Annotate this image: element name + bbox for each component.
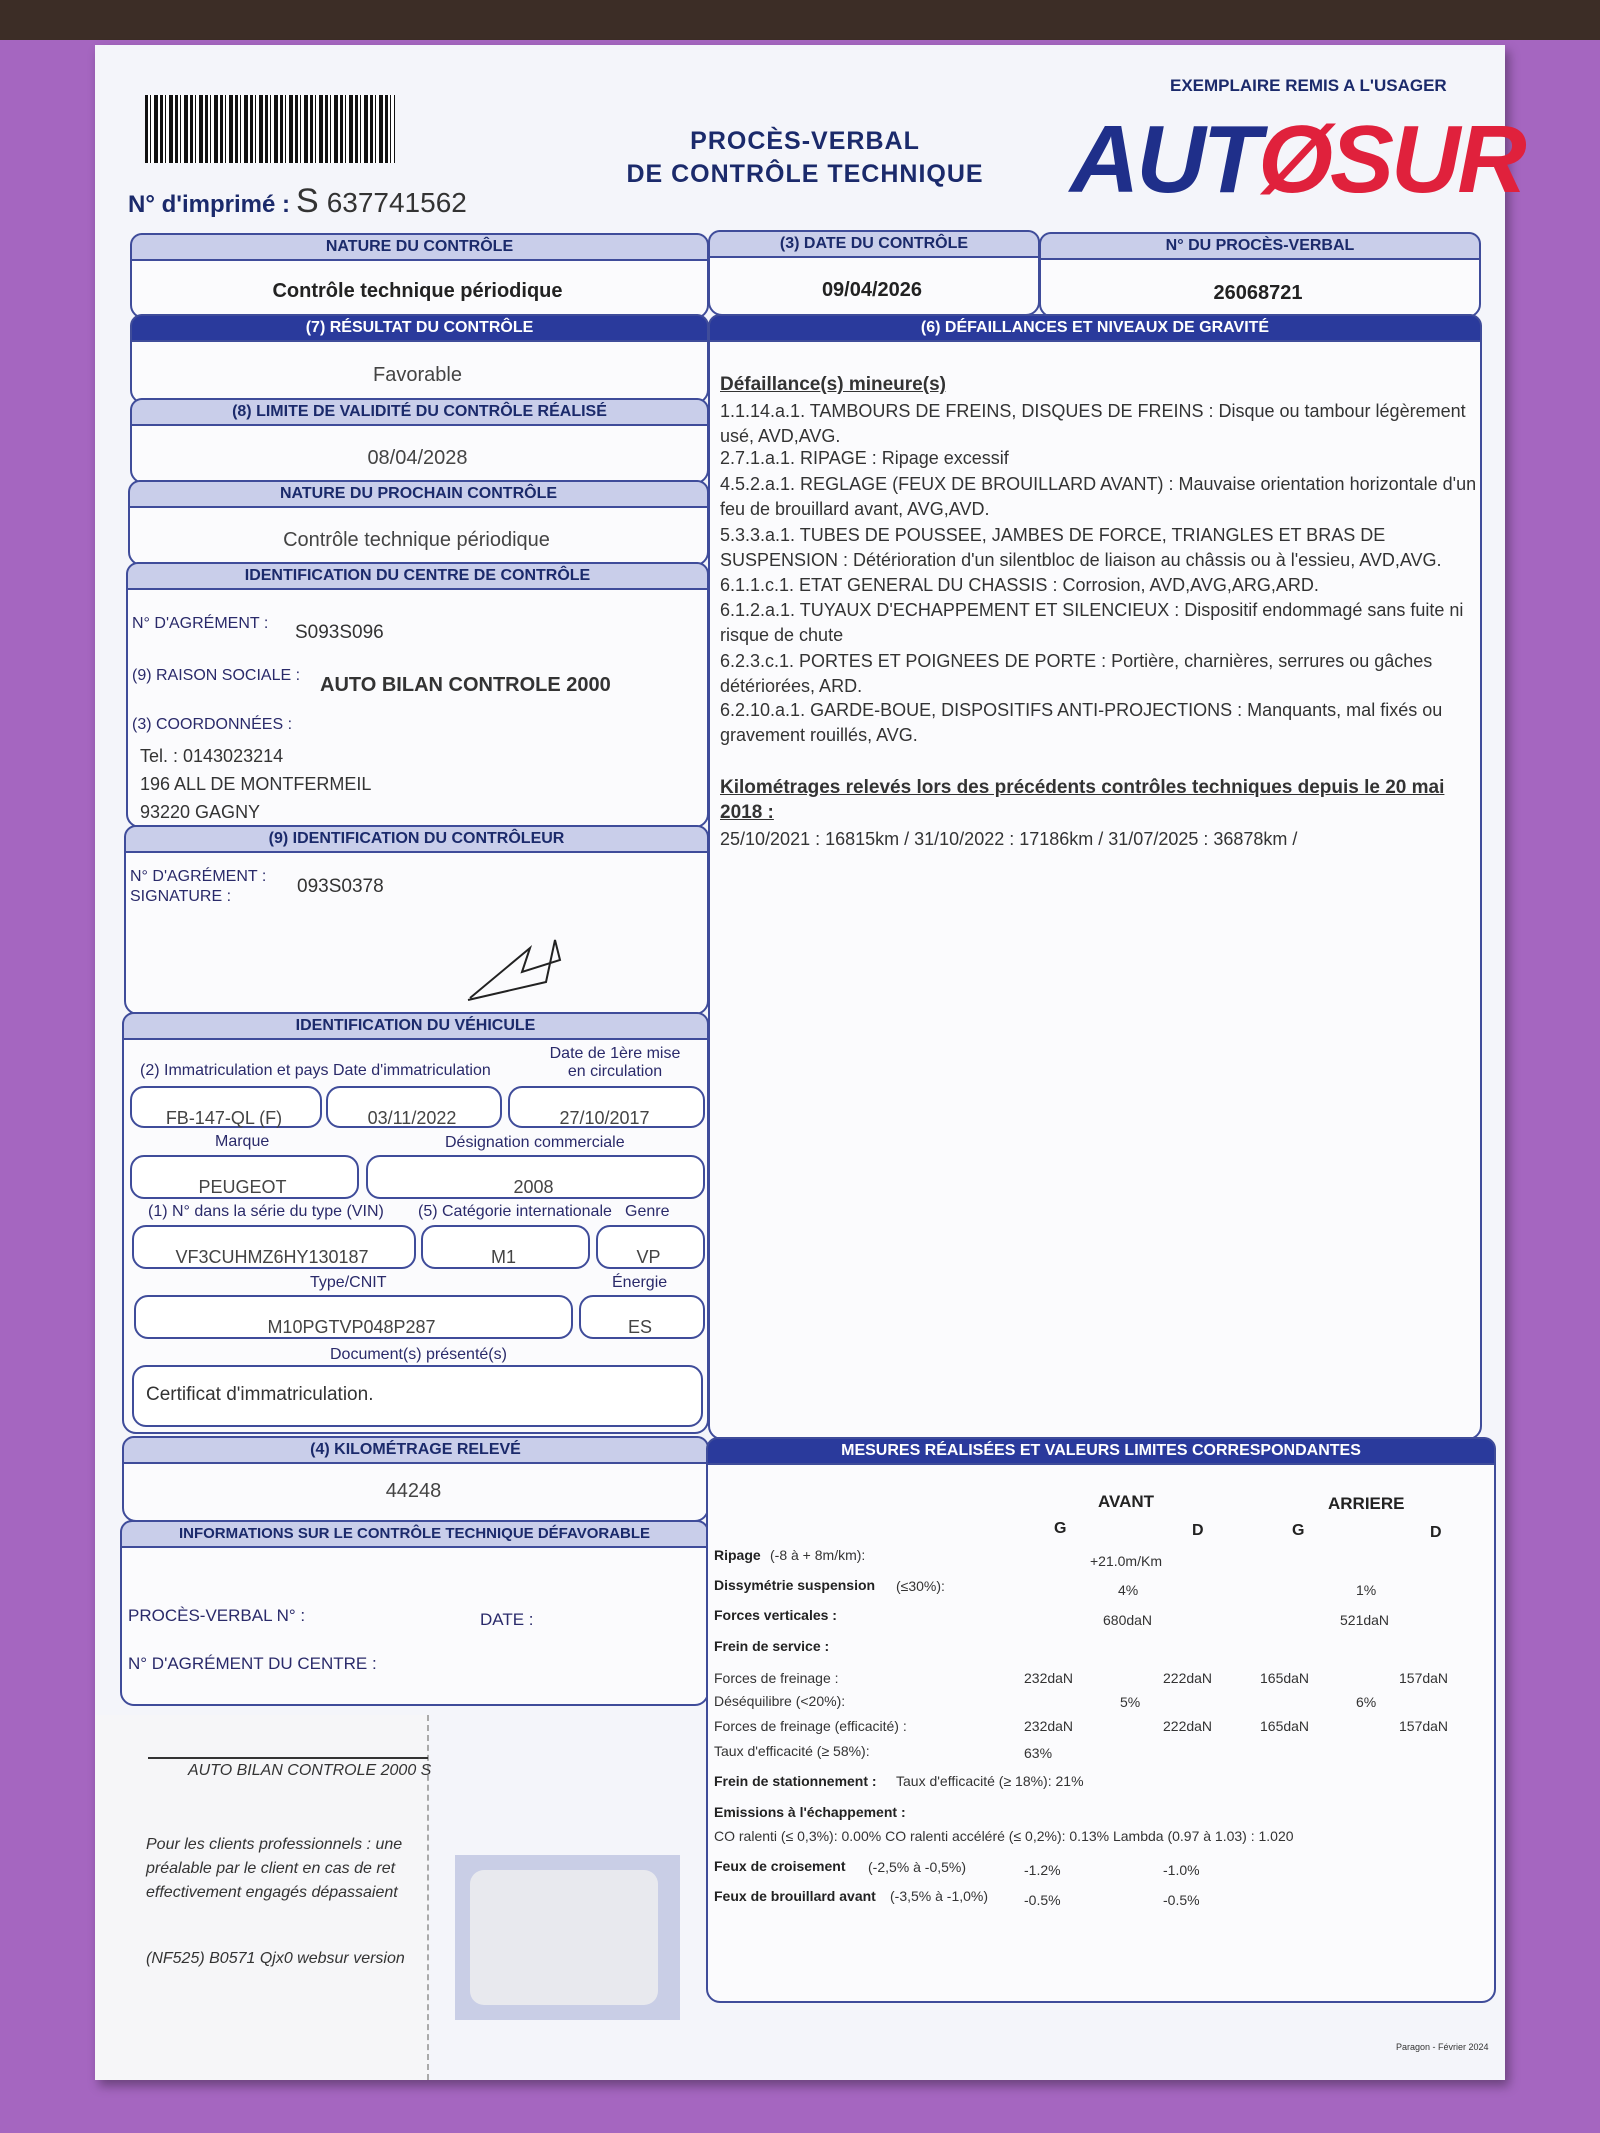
defaillances-header: (6) DÉFAILLANCES ET NIVEAUX DE GRAVITÉ [708,314,1482,342]
forces-freinage-ard: 157daN [1399,1670,1449,1686]
defaillance-line-2: 2.7.1.a.1. RIPAGE : Ripage excessif [720,448,1009,468]
defaillance-line-4: 5.3.3.a.1. TUBES DE POUSSEE, JAMBES DE FORCE, TRIANGLES ET BRAS DE SUSPENSION : Détérioration d'un silentbloc de liaison au châssis ou à l'essieu, AVD,AVG. [720,525,1442,570]
footer-note: Paragon - Février 2024 [1396,2042,1489,2052]
vin-value: VF3CUHMZ6HY130187 [175,1247,369,1267]
vehicule-header: IDENTIFICATION DU VÉHICULE [122,1012,709,1040]
arriere-d: D [1430,1524,1442,1541]
controleur-agrement-label: N° D'AGRÉMENT : [130,868,267,885]
forces-freinage-arg: 165daN [1260,1670,1310,1686]
dissym-label: Dissymétrie suspension [714,1577,876,1593]
km-history: 25/10/2021 : 16815km / 31/10/2022 : 17186km / 31/07/2025 : 36878km / [720,829,1298,849]
centre-adresse-1: 196 ALL DE MONTFERMEIL [140,774,372,794]
stub-pro-line-1: Pour les clients professionnels : une [146,1836,403,1853]
sticker-window [470,1870,658,2005]
logo-aut: AUT [1070,106,1259,213]
dissym-ar: 1% [1356,1582,1377,1598]
barcode [145,95,395,163]
limite-header: (8) LIMITE DE VALIDITÉ DU CONTRÔLE RÉALISÉ [130,398,709,426]
nature-header: NATURE DU CONTRÔLE [130,233,709,261]
deseq-label: Déséquilibre (<20%): [714,1693,846,1709]
frein-service-label: Frein de service : [714,1638,830,1654]
brouillard-label: Feux de brouillard avant [714,1888,876,1904]
documents-value: Certificat d'immatriculation. [146,1384,374,1405]
avant-d: D [1192,1522,1204,1539]
date-immat-value: 03/11/2022 [367,1108,457,1128]
centre-agrement-label: N° D'AGRÉMENT : [132,615,269,632]
emissions-label: Emissions à l'échappement : [714,1804,906,1820]
documents-label: Document(s) présenté(s) [330,1346,507,1363]
arriere-g: G [1292,1522,1305,1539]
arriere-label: ARRIERE [1328,1494,1405,1513]
defaillance-line-3: 4.5.2.a.1. REGLAGE (FEUX DE BROUILLARD AVANT) : Mauvaise orientation horizontale d'un feu de brouillard avant, AVG,AVD. [720,474,1477,519]
raison-label: (9) RAISON SOCIALE : [132,667,301,684]
date-immat-label: Date d'immatriculation [333,1062,491,1079]
title-line-2: DE CONTRÔLE TECHNIQUE [626,160,984,188]
centre-tel: Tel. : 0143023214 [140,746,284,766]
imprime-letter: S [296,182,319,220]
prochain-value: Contrôle technique périodique [283,529,550,551]
croisement-g: -1.2% [1024,1862,1061,1878]
immat-value: FB-147-QL (F) [165,1108,283,1128]
croisement-d: -1.0% [1163,1862,1200,1878]
controleur-agrement: 093S0378 [297,876,384,897]
forces-eff-label: Forces de freinage (efficacité) : [714,1718,907,1734]
centre-agrement: S093S096 [295,622,384,643]
energie-label: Énergie [612,1274,668,1291]
stationnement-label: Frein de stationnement : [714,1773,877,1789]
km-header: (4) KILOMÉTRAGE RELEVÉ [122,1436,709,1464]
categorie-value: M1 [490,1247,516,1267]
autosur-logo [1070,106,1524,213]
nature-value: Contrôle technique périodique [272,280,563,302]
centre-adresse-2: 93220 GAGNY [140,802,261,822]
forces-verticales-av: 680daN [1103,1612,1153,1628]
signature-label: SIGNATURE : [130,888,232,905]
taux-label: Taux d'efficacité (≥ 58%): [714,1743,870,1759]
defavorable-date-label: DATE : [480,1610,534,1629]
defavorable-pv-label: PROCÈS-VERBAL N° : [128,1606,306,1625]
immat-label: (2) Immatriculation et pays [140,1062,329,1079]
energie-value: ES [627,1317,652,1337]
date-value: 09/04/2026 [821,279,923,301]
title-line-1: PROCÈS-VERBAL [690,127,920,155]
designation-label: Désignation commerciale [445,1134,625,1151]
vin-label: (1) N° dans la série du type (VIN) [148,1203,384,1220]
stub-nf: (NF525) B0571 Qjx0 websur version [146,1950,405,1967]
dissym-limit: (≤30%): [896,1578,945,1594]
marque-label: Marque [215,1133,270,1150]
type-label: Type/CNIT [310,1274,387,1291]
controleur-box [124,825,709,1015]
resultat-value: Favorable [373,364,462,386]
brouillard-d: -0.5% [1163,1892,1200,1908]
defaillance-line-8: 6.2.10.a.1. GARDE-BOUE, DISPOSITIFS ANTI-PROJECTIONS : Manquants, mal fixés ou gravement rouillés, AVG. [720,700,1443,745]
date-circ-label-2: en circulation [567,1063,663,1080]
resultat-header: (7) RÉSULTAT DU CONTRÔLE [130,314,709,342]
stub-pro-line-2: préalable par le client en cas de ret [146,1860,396,1877]
raison-value: AUTO BILAN CONTROLE 2000 [320,674,611,696]
designation-value: 2008 [513,1177,554,1197]
date-circ-label [540,1045,690,1081]
date-circ-label-1: Date de 1ère mise [549,1045,681,1062]
ripage-value: +21.0m/Km [1090,1553,1162,1569]
defavorable-agrement-label: N° D'AGRÉMENT DU CENTRE : [128,1654,377,1673]
km-history-title: Kilométrages relevés lors des précédents contrôles techniques depuis le 20 mai 2018 : [720,777,1445,823]
imprime-label: N° d'imprimé : [128,191,290,218]
forces-eff-arg: 165daN [1260,1718,1310,1734]
limite-value: 08/04/2028 [367,447,468,469]
brouillard-limit: (-3,5% à -1,0%) [890,1888,989,1904]
defaillance-line-5: 6.1.1.c.1. ETAT GENERAL DU CHASSIS : Corrosion, AVD,AVG,ARG,ARD. [720,575,1319,595]
forces-eff-ard: 157daN [1399,1718,1449,1734]
controleur-header: (9) IDENTIFICATION DU CONTRÔLEUR [124,825,709,853]
document-title [570,125,1040,191]
emissions-value: CO ralenti (≤ 0,3%): 0.00% CO ralenti accéléré (≤ 0,2%): 0.13% Lambda (0.97 à 1.03) : 1.020 [714,1828,1294,1844]
logo-o: Ø [1258,106,1330,213]
avant-g: G [1054,1520,1067,1537]
stub-centre: AUTO BILAN CONTROLE 2000 S [188,1762,432,1779]
forces-verticales-ar: 521daN [1340,1612,1390,1628]
croisement-limit: (-2,5% à -0,5%) [868,1859,967,1875]
date-header: (3) DATE DU CONTRÔLE [708,230,1040,258]
imprime-value: 637741562 [326,187,467,218]
forces-freinage-avd: 222daN [1163,1670,1213,1686]
brouillard-g: -0.5% [1024,1892,1061,1908]
exemplaire-note: EXEMPLAIRE REMIS A L'USAGER [1170,76,1447,95]
imprime-number [128,182,467,221]
forces-freinage-label: Forces de freinage : [714,1670,839,1686]
stub-rule [148,1757,428,1759]
centre-header: IDENTIFICATION DU CENTRE DE CONTRÔLE [126,562,709,590]
stationnement-value: Taux d'efficacité (≥ 18%): 21% [896,1773,1084,1789]
signature [460,920,580,1005]
table-surface [0,0,1600,40]
mineures-title: Défaillance(s) mineure(s) [720,374,946,395]
pv-header: N° DU PROCÈS-VERBAL [1039,232,1481,260]
croisement-label: Feux de croisement [714,1858,846,1874]
marque-value: PEUGEOT [198,1177,287,1197]
date-circ-value: 27/10/2017 [559,1108,650,1128]
type-value: M10PGTVP048P287 [267,1317,436,1337]
ripage-limit: (-8 à + 8m/km): [770,1547,866,1563]
forces-eff-avg: 232daN [1024,1718,1074,1734]
forces-verticales-label: Forces verticales : [714,1607,837,1623]
dissym-av: 4% [1118,1582,1139,1598]
defavorable-header: INFORMATIONS SUR LE CONTRÔLE TECHNIQUE DÉFAVORABLE [120,1520,709,1548]
stub-pro-line-3: effectivement engagés dépassaient [146,1884,398,1901]
genre-label: Genre [625,1203,670,1220]
genre-value: VP [636,1247,661,1267]
mesures-header: MESURES RÉALISÉES ET VALEURS LIMITES CORRESPONDANTES [706,1437,1496,1465]
prochain-header: NATURE DU PROCHAIN CONTRÔLE [128,480,709,508]
defaillance-line-1: 1.1.14.a.1. TAMBOURS DE FREINS, DISQUES DE FREINS : Disque ou tambour légèrement usé, AVD,AVG. [720,401,1466,446]
taux-value: 63% [1024,1745,1053,1761]
defaillance-line-7: 6.2.3.c.1. PORTES ET POIGNEES DE PORTE : Portière, charnières, serrures ou gâches détériorées, ARD. [720,651,1433,696]
categorie-label: (5) Catégorie internationale [418,1203,612,1220]
forces-eff-avd: 222daN [1163,1718,1213,1734]
km-value: 44248 [385,1480,442,1502]
logo-sur: SUR [1329,106,1524,213]
coord-label: (3) COORDONNÉES : [132,716,293,733]
ripage-label: Ripage [714,1547,761,1563]
deseq-ar: 6% [1356,1694,1377,1710]
deseq-av: 5% [1120,1694,1141,1710]
defaillance-line-6: 6.1.2.a.1. TUYAUX D'ECHAPPEMENT ET SILENCIEUX : Dispositif endommagé sans fuite ni risque de chute [720,600,1464,645]
pv-value: 26068721 [1213,282,1303,304]
forces-freinage-avg: 232daN [1024,1670,1074,1686]
avant-label: AVANT [1098,1492,1155,1511]
